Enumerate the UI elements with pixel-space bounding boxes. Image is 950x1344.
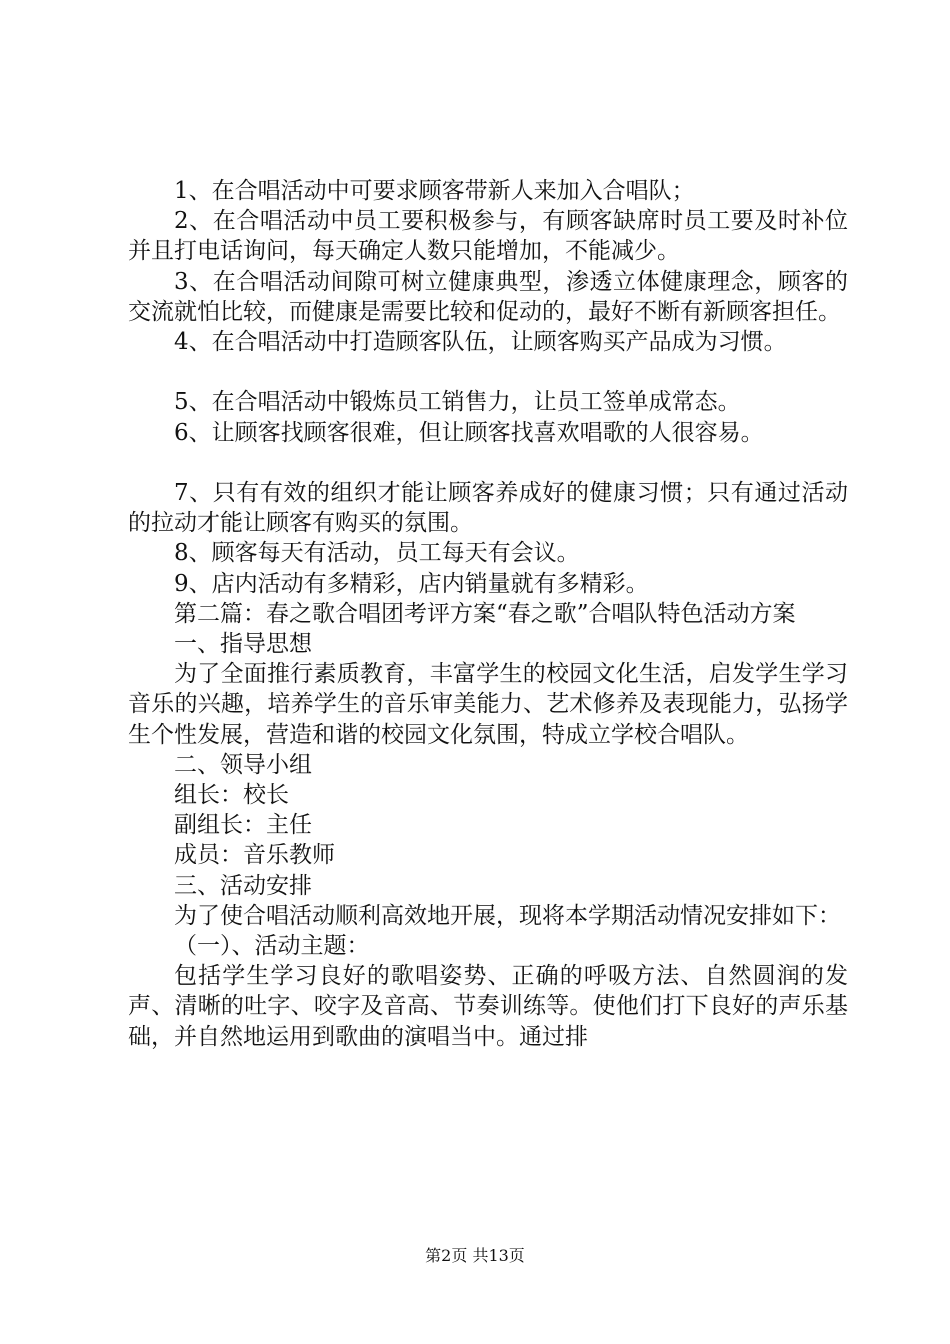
heading-guiding-ideology: 一、指导思想 [174, 631, 312, 658]
document-body [128, 176, 848, 1052]
paragraph-purpose: 为了全面推行素质教育，丰富学生的校园文化生活，启发学生学习音乐的兴趣，培养学生的音乐审美能力、艺术修养及表现能力，弘扬学生个性发展，营造和谐的校园文化氛围，特成立学校合唱队。 [128, 661, 848, 748]
line-group-leader: 组长：校长 [174, 782, 289, 809]
blank-line [128, 357, 848, 387]
line-deputy-leader: 副组长：主任 [174, 812, 312, 839]
paragraph-6: 6、让顾客找顾客很难，但让顾客找喜欢唱歌的人很容易。 [174, 419, 764, 446]
paragraph-activity-theme: 包括学生学习良好的歌唱姿势、正确的呼吸方法、自然圆润的发声、清晰的吐字、咬字及音高、节奏训练等。使他们打下良好的声乐基础，并自然地运用到歌曲的演唱当中。通过排 [128, 963, 848, 1050]
line-members: 成员：音乐教师 [174, 842, 335, 869]
heading-activity-theme: （一）、活动主题： [174, 933, 370, 960]
blank-line [128, 448, 848, 478]
section-title-part-two: 第二篇：春之歌合唱团考评方案“春之歌”合唱队特色活动方案 [174, 600, 796, 627]
paragraph-8: 8、顾客每天有活动，员工每天有会议。 [174, 540, 580, 567]
paragraph-arrangement-intro: 为了使合唱活动顺利高效地开展，现将本学期活动情况安排如下： [174, 902, 841, 929]
heading-activity-arrangement: 三、活动安排 [174, 872, 312, 899]
page-footer: 第2页 共13页 [425, 1246, 525, 1265]
paragraph-2: 2、在合唱活动中员工要积极参与，有顾客缺席时员工要及时补位并且打电话询问，每天确定人数只能增加，不能减少。 [128, 208, 848, 265]
paragraph-5: 5、在合唱活动中锻炼员工销售力，让员工签单成常态。 [174, 389, 741, 416]
heading-leadership-group: 二、领导小组 [174, 751, 312, 778]
paragraph-1: 1、在合唱活动中可要求顾客带新人来加入合唱队； [174, 178, 695, 204]
paragraph-7: 7、只有有效的组织才能让顾客养成好的健康习惯；只有通过活动的拉动才能让顾客有购买的氛围。 [128, 480, 848, 537]
paragraph-4: 4、在合唱活动中打造顾客队伍，让顾客购买产品成为习惯。 [174, 329, 787, 356]
paragraph-3: 3、在合唱活动间隙可树立健康典型，渗透立体健康理念，顾客的交流就怕比较，而健康是需要比较和促动的，最好不断有新顾客担任。 [128, 268, 848, 325]
paragraph-9: 9、店内活动有多精彩，店内销量就有多精彩。 [174, 570, 649, 597]
